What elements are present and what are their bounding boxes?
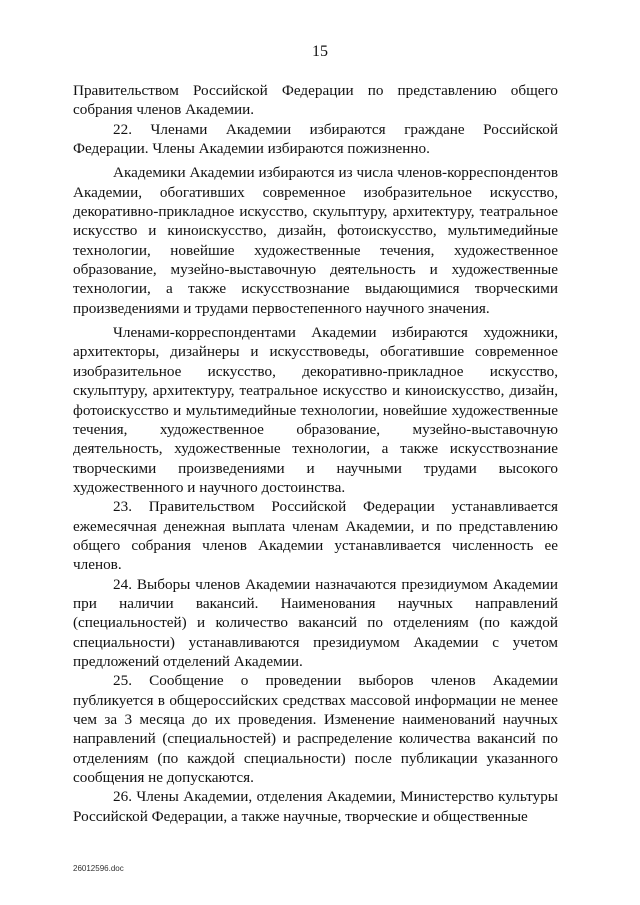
- page-number: 15: [312, 43, 328, 60]
- paragraph-26: 26. Члены Академии, отделения Академии, Министерство культуры Российской Федерации, а также научные, творческие и общественные: [73, 788, 558, 825]
- paragraph-academicians: Академики Академии избираются из числа членов-корреспондентов Академии, обогативших современное изобразительное искусство, декоративно-прикладное искусство, скульптуру, архитектуру, театральное искусство и киноискусство, дизайн, фотоискусство, мультимедийные технологии, новейшие художественные течения, художественное образование, музейно-выставочную деятельность и художественные технологии, а также искусствознание выдающимися творческими произведениями и трудами первостепенного научного значения.: [73, 164, 558, 317]
- paragraph-24: 24. Выборы членов Академии назначаются президиумом Академии при наличии вакансий. Наименования научных направлений (специальностей) и количество вакансий по отделениям (по каждой специальности) устанавливаются президиумом Академии с учетом предложений отделений Академии.: [73, 575, 558, 670]
- paragraph-22: 22. Членами Академии избираются граждане Российской Федерации. Члены Академии избираются пожизненно.: [73, 120, 558, 158]
- paragraph-25: 25. Сообщение о проведении выборов членов Академии публикуется в общероссийских средствах массовой информации не менее чем за 3 месяца до их проведения. Изменение наименований научных направлений (специальностей) и распределение количества вакансий по отделениям (по каждой специальности) после публикации указанного сообщения не допускаются.: [73, 672, 558, 787]
- paragraph-23: 23. Правительством Российской Федерации устанавливается ежемесячная денежная выплата членам Академии, и по представлению общего собрания членов Академии устанавливается численность ее членов.: [73, 498, 558, 574]
- paragraph-1: Правительством Российской Федерации по представлению общего собрания членов Академии.: [73, 82, 558, 119]
- paragraph-corresponding-members: Членами-корреспондентами Академии избираются художники, архитекторы, дизайнеры и искусствоведы, обогатившие современное изобразительное искусство, декоративно-прикладное искусство, скульптуру, архитектуру, театральное искусство и киноискусство, дизайн, фотоискусство и мультимедийные технологии, новейшие художественные течения, художественное образование, музейно-выставочную деятельность, художественные технологии, а также искусствознание творческими произведениями и научными трудами высокого художественного и научного достоинства.: [73, 324, 558, 496]
- document-body: [73, 81, 558, 826]
- footer-file-name: 26012596.doc: [73, 864, 124, 873]
